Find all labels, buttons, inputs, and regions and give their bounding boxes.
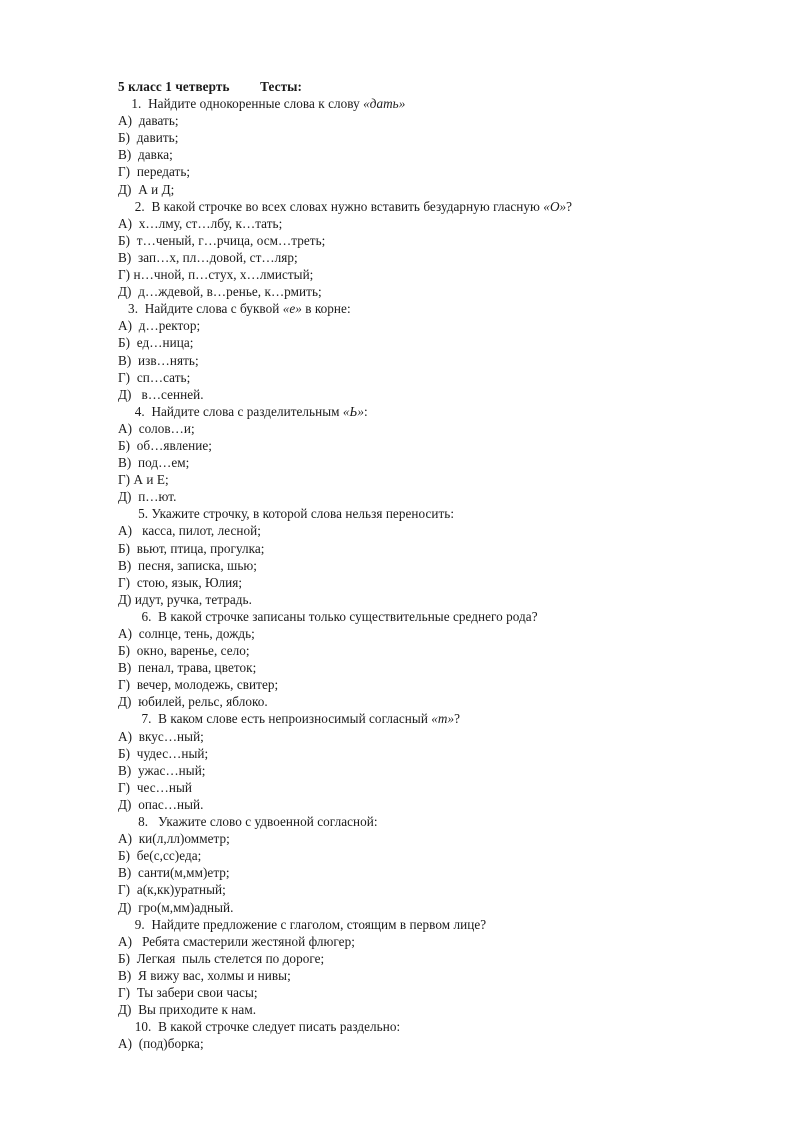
option-label: Д) [118, 796, 132, 812]
question-number: 10. [134, 1019, 152, 1035]
question-emphasis: «е» [282, 301, 302, 317]
answer-option[interactable] [118, 728, 740, 745]
option-text: д…ректор; [138, 318, 201, 334]
answer-option[interactable] [118, 369, 740, 386]
option-label: А) [118, 523, 133, 539]
document-header [118, 78, 740, 95]
answer-option[interactable] [118, 283, 740, 300]
answer-option[interactable] [118, 1035, 740, 1052]
answer-option[interactable] [118, 163, 740, 180]
question-emphasis: «т» [431, 711, 455, 727]
option-label: Г) [118, 369, 131, 385]
option-separator [131, 660, 138, 675]
question-text: Найдите слова с разделительным [151, 403, 343, 419]
option-label: Б) [118, 232, 131, 248]
option-label: В) [118, 455, 132, 471]
option-label: Д) [118, 899, 132, 915]
option-text: давка; [138, 147, 173, 163]
option-label: Б) [118, 335, 131, 351]
option-text: Я вижу вас, холмы и нивы; [138, 967, 291, 983]
option-label: А) [118, 215, 133, 231]
option-text: бе(с,сс)еда; [136, 848, 202, 864]
option-label: В) [118, 660, 132, 676]
option-text: изв…нять; [138, 352, 199, 368]
option-separator [130, 335, 137, 350]
option-text: передать; [136, 164, 191, 180]
answer-option[interactable] [118, 779, 740, 796]
question-block [118, 710, 740, 813]
answer-option[interactable] [118, 540, 740, 557]
option-text: пенал, трава, цветок; [138, 660, 257, 676]
option-text: а(к,кк)уратный; [136, 882, 226, 898]
option-label: Д) [118, 386, 132, 402]
question-indent [118, 506, 138, 521]
option-text: чес…ный [136, 779, 193, 795]
answer-option[interactable] [118, 522, 740, 539]
answer-option[interactable] [118, 266, 740, 283]
option-separator [131, 865, 138, 880]
option-label: Г) [118, 984, 131, 1000]
question-indent [118, 301, 128, 316]
question-block [118, 403, 740, 506]
option-separator [131, 147, 138, 162]
question-text-tail: ? [566, 198, 573, 214]
answer-option[interactable] [118, 659, 740, 676]
option-text: Ты забери свои часы; [136, 984, 258, 1000]
question-block [118, 198, 740, 301]
question-indent [118, 96, 131, 111]
option-label: Г) [118, 882, 131, 898]
option-text: касса, пилот, лесной; [142, 523, 261, 539]
answer-option[interactable] [118, 591, 740, 608]
option-text: Легкая пыль стелется по дороге; [136, 950, 325, 966]
option-separator [131, 763, 138, 778]
option-text: н…чной, п…стух, х…лмистый; [133, 267, 314, 283]
option-separator [132, 523, 142, 538]
question-number-separator [148, 814, 158, 829]
question-text: Найдите однокоренные слова к слову [148, 96, 364, 112]
option-label: Г) [118, 267, 131, 283]
question-text: Укажите строчку, в которой слова нельзя переносить: [151, 506, 455, 522]
option-label: Д) [118, 181, 132, 197]
option-text: ужас…ный; [138, 762, 206, 778]
option-label: Д) [118, 489, 132, 505]
header-gap [230, 79, 261, 94]
question-number: 2. [134, 198, 145, 214]
question-prompt [118, 710, 740, 727]
option-separator [131, 353, 138, 368]
option-label: В) [118, 865, 132, 881]
question-number: 6. [141, 608, 152, 624]
option-separator [130, 985, 137, 1000]
answer-option[interactable] [118, 334, 740, 351]
option-label: А) [118, 420, 133, 436]
question-prompt [118, 95, 740, 112]
question-number: 8. [138, 814, 149, 830]
question-indent [118, 917, 135, 932]
question-block [118, 1018, 740, 1052]
option-separator [130, 541, 137, 556]
answer-option[interactable] [118, 745, 740, 762]
question-number: 4. [134, 403, 145, 419]
option-separator [132, 1036, 139, 1051]
question-prompt [118, 608, 740, 625]
option-label: Б) [118, 848, 131, 864]
answer-option[interactable] [118, 625, 740, 642]
question-text: В какой строчке во всех словах нужно вставить безударную гласную [151, 198, 544, 214]
option-label: Б) [118, 437, 131, 453]
answer-option[interactable] [118, 317, 740, 334]
option-separator [132, 318, 139, 333]
option-label: В) [118, 147, 132, 163]
question-indent [118, 814, 138, 829]
option-text: вечер, молодежь, свитер; [136, 677, 279, 693]
question-emphasis: «Ь» [342, 403, 364, 419]
option-label: Б) [118, 130, 131, 146]
answer-option[interactable] [118, 967, 740, 984]
question-number-separator [138, 301, 145, 316]
answer-option[interactable] [118, 693, 740, 710]
option-label: Г) [118, 472, 131, 488]
option-text: песня, записка, шью; [138, 557, 258, 573]
question-prompt [118, 300, 740, 317]
question-text: Укажите слово с удвоенной согласной: [158, 814, 378, 830]
option-text: А и Д; [138, 181, 175, 197]
option-text: Вы приходите к нам. [138, 1002, 257, 1018]
answer-option[interactable] [118, 1001, 740, 1018]
answer-option[interactable] [118, 950, 740, 967]
option-text: опас…ный. [138, 796, 204, 812]
option-separator [132, 934, 142, 949]
question-block [118, 505, 740, 608]
header-title-right: Тесты: [260, 79, 303, 94]
answer-option[interactable] [118, 933, 740, 950]
document-body [118, 78, 740, 1052]
option-separator [132, 729, 139, 744]
option-separator [130, 130, 137, 145]
option-text: солов…и; [138, 420, 195, 436]
question-emphasis: «О» [543, 198, 567, 214]
question-number: 9. [134, 916, 145, 932]
answer-option[interactable] [118, 676, 740, 693]
option-separator [132, 626, 139, 641]
option-separator [132, 113, 139, 128]
option-text: сп…сать; [136, 369, 191, 385]
question-prompt [118, 813, 740, 830]
option-separator [130, 233, 137, 248]
option-label: Г) [118, 677, 131, 693]
option-text: А и Е; [133, 472, 169, 488]
question-text: В какой строчке записаны только существительные среднего рода? [158, 608, 538, 624]
question-indent [118, 711, 141, 726]
option-separator [132, 216, 139, 231]
question-block [118, 300, 740, 403]
question-list [118, 95, 740, 1052]
answer-option[interactable] [118, 830, 740, 847]
question-indent [118, 199, 135, 214]
option-text: солнце, тень, дождь; [138, 626, 255, 641]
question-indent [118, 609, 141, 624]
option-text: об…явление; [136, 437, 213, 453]
option-separator [130, 370, 137, 385]
question-block [118, 95, 740, 198]
option-label: Г) [118, 574, 131, 590]
answer-option[interactable] [118, 437, 740, 454]
header-title-left: 5 класс 1 четверть [118, 79, 230, 94]
question-indent [118, 404, 135, 419]
question-block [118, 916, 740, 1019]
option-text: ки(л,лл)омметр; [138, 831, 230, 847]
question-number: 3. [128, 301, 139, 317]
option-separator [130, 780, 137, 795]
option-label: В) [118, 249, 132, 265]
option-label: В) [118, 557, 132, 573]
option-separator [131, 455, 138, 470]
option-label: Д) [118, 591, 132, 607]
option-separator [130, 746, 137, 761]
option-label: Г) [118, 779, 131, 795]
option-separator [131, 558, 138, 573]
option-text: Ребята смастерили жестяной флюгер; [142, 933, 355, 949]
option-text: (под)борка; [138, 1036, 204, 1052]
option-label: Б) [118, 950, 131, 966]
question-text: В каком слове есть непроизносимый согласный [158, 711, 432, 727]
answer-option[interactable] [118, 420, 740, 437]
answer-option[interactable] [118, 574, 740, 591]
option-label: Г) [118, 164, 131, 180]
option-separator [131, 968, 138, 983]
question-prompt [118, 916, 740, 933]
option-text: вьют, птица, прогулка; [136, 540, 265, 556]
question-prompt [118, 403, 740, 420]
question-indent [118, 1019, 135, 1034]
answer-option[interactable] [118, 899, 740, 916]
option-text: в…сенней. [141, 386, 204, 402]
option-text: зап…х, пл…довой, ст…ляр; [138, 249, 298, 265]
question-text: В какой строчке следует писать раздельно: [158, 1019, 401, 1035]
option-label: Б) [118, 540, 131, 556]
option-separator [130, 164, 137, 179]
answer-option[interactable] [118, 762, 740, 779]
option-separator [130, 848, 137, 863]
question-number: 7. [141, 711, 152, 727]
option-text: чудес…ный; [136, 745, 209, 761]
option-label: Б) [118, 643, 131, 659]
option-label: А) [118, 318, 133, 334]
answer-option[interactable] [118, 881, 740, 898]
answer-option[interactable] [118, 864, 740, 881]
option-text: юбилей, рельс, яблоко. [138, 694, 268, 710]
option-label: А) [118, 113, 133, 129]
option-text: гро(м,мм)адный. [138, 899, 234, 915]
answer-option[interactable] [118, 129, 740, 146]
option-label: В) [118, 967, 132, 983]
option-text: санти(м,мм)етр; [138, 865, 230, 881]
question-text-tail: в корне: [301, 301, 351, 317]
option-separator [130, 643, 137, 658]
option-label: А) [118, 831, 133, 847]
option-label: В) [118, 352, 132, 368]
question-block [118, 608, 740, 711]
option-label: В) [118, 762, 132, 778]
option-text: ед…ница; [136, 335, 194, 351]
option-text: х…лму, ст…лбу, к…тать; [138, 215, 283, 231]
question-number: 1. [131, 96, 142, 112]
option-label: Д) [118, 694, 132, 710]
answer-option[interactable] [118, 984, 740, 1001]
option-separator [130, 882, 137, 897]
option-label: А) [118, 933, 133, 949]
answer-option[interactable] [118, 181, 740, 198]
option-text: давать; [138, 113, 179, 129]
question-block [118, 813, 740, 916]
option-separator [131, 250, 138, 265]
option-label: А) [118, 728, 133, 744]
option-separator [132, 831, 139, 846]
option-separator [130, 575, 137, 590]
option-text: давить; [136, 130, 179, 146]
answer-option[interactable] [118, 454, 740, 471]
answer-option[interactable] [118, 796, 740, 813]
answer-option[interactable] [118, 642, 740, 659]
answer-option[interactable] [118, 386, 740, 403]
option-label: Д) [118, 1002, 132, 1018]
option-text: окно, варенье, село; [136, 643, 250, 659]
option-text: вкус…ный; [138, 728, 204, 744]
answer-option[interactable] [118, 146, 740, 163]
answer-option[interactable] [118, 215, 740, 232]
question-text-tail: ? [454, 711, 461, 727]
question-prompt [118, 198, 740, 215]
option-separator [132, 387, 142, 402]
answer-option[interactable] [118, 488, 740, 505]
option-separator [130, 951, 137, 966]
answer-option[interactable] [118, 471, 740, 488]
question-text: Найдите предложение с глаголом, стоящим в первом лице? [151, 916, 487, 932]
option-separator [130, 677, 137, 692]
option-text: д…ждевой, в…ренье, к…рмить; [138, 284, 322, 300]
option-text: под…ем; [138, 455, 190, 471]
option-label: А) [118, 1036, 133, 1052]
option-separator [130, 438, 137, 453]
option-text: идут, ручка, тетрадь. [134, 591, 252, 607]
question-emphasis: «дать» [363, 96, 406, 112]
question-text: Найдите слова с буквой [144, 301, 283, 317]
option-text: стою, язык, Юлия; [136, 574, 243, 590]
answer-option[interactable] [118, 557, 740, 574]
answer-option[interactable] [118, 352, 740, 369]
option-separator [132, 421, 139, 436]
option-text: п…ют. [138, 489, 177, 505]
question-prompt [118, 505, 740, 522]
answer-option[interactable] [118, 112, 740, 129]
answer-option[interactable] [118, 232, 740, 249]
answer-option[interactable] [118, 249, 740, 266]
option-label: Д) [118, 284, 132, 300]
question-number: 5. [138, 506, 149, 522]
option-label: Б) [118, 745, 131, 761]
option-text: т…ченый, г…рчица, осм…треть; [136, 232, 326, 248]
option-label: А) [118, 626, 133, 641]
question-text-tail: : [364, 403, 368, 419]
question-prompt [118, 1018, 740, 1035]
answer-option[interactable] [118, 847, 740, 864]
